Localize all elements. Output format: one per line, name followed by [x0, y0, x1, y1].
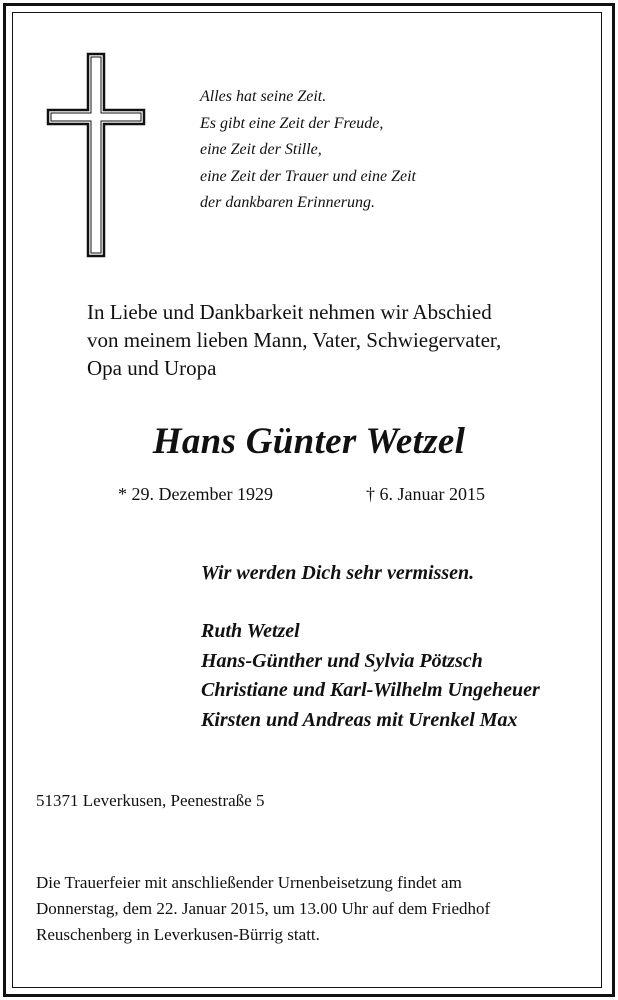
deceased-name-text: Hans Günter Wetzel [152, 421, 466, 462]
cross-icon [46, 52, 146, 258]
poem-line: eine Zeit der Stille, [200, 141, 322, 158]
mourning-address: 51371 Leverkusen, Peenestraße 5 [36, 791, 265, 810]
poem-line: der dankbaren Erinnerung. [200, 194, 375, 211]
family-member: Christiane und Karl-Wilhelm Ungeheuer [201, 679, 540, 701]
intro-line: von meinem lieben Mann, Vater, Schwiegervater, [87, 328, 502, 352]
family-signatures [201, 617, 540, 735]
service-line: Die Trauerfeier mit anschließender Urnenbeisetzung findet am [36, 873, 462, 892]
mourning-message: Wir werden Dich sehr vermissen. [201, 562, 475, 584]
service-line: Donnerstag, dem 22. Januar 2015, um 13.00 Uhr auf dem Friedhof [36, 899, 491, 918]
deceased-name [0, 420, 618, 463]
family-member: Hans-Günther und Sylvia Pötzsch [201, 649, 483, 672]
service-line: Reuschenberg in Leverkusen-Bürrig statt. [36, 925, 320, 944]
poem-verse [200, 84, 416, 217]
family-member: Kirsten und Andreas mit Urenkel Max [201, 708, 518, 731]
birth-date: * 29. Dezember 1929 [118, 484, 273, 504]
poem-line: eine Zeit der Trauer und eine Zeit [200, 167, 416, 185]
funeral-service-info [36, 870, 490, 948]
poem-line: Es gibt eine Zeit der Freude, [200, 114, 384, 132]
intro-line: Opa und Uropa [87, 356, 217, 380]
poem-line: Alles hat seine Zeit. [200, 88, 327, 105]
death-date: † 6. Januar 2015 [366, 484, 485, 504]
farewell-intro [87, 298, 501, 382]
intro-line: In Liebe und Dankbarkeit nehmen wir Abschied [87, 300, 492, 324]
family-member: Ruth Wetzel [201, 620, 300, 642]
